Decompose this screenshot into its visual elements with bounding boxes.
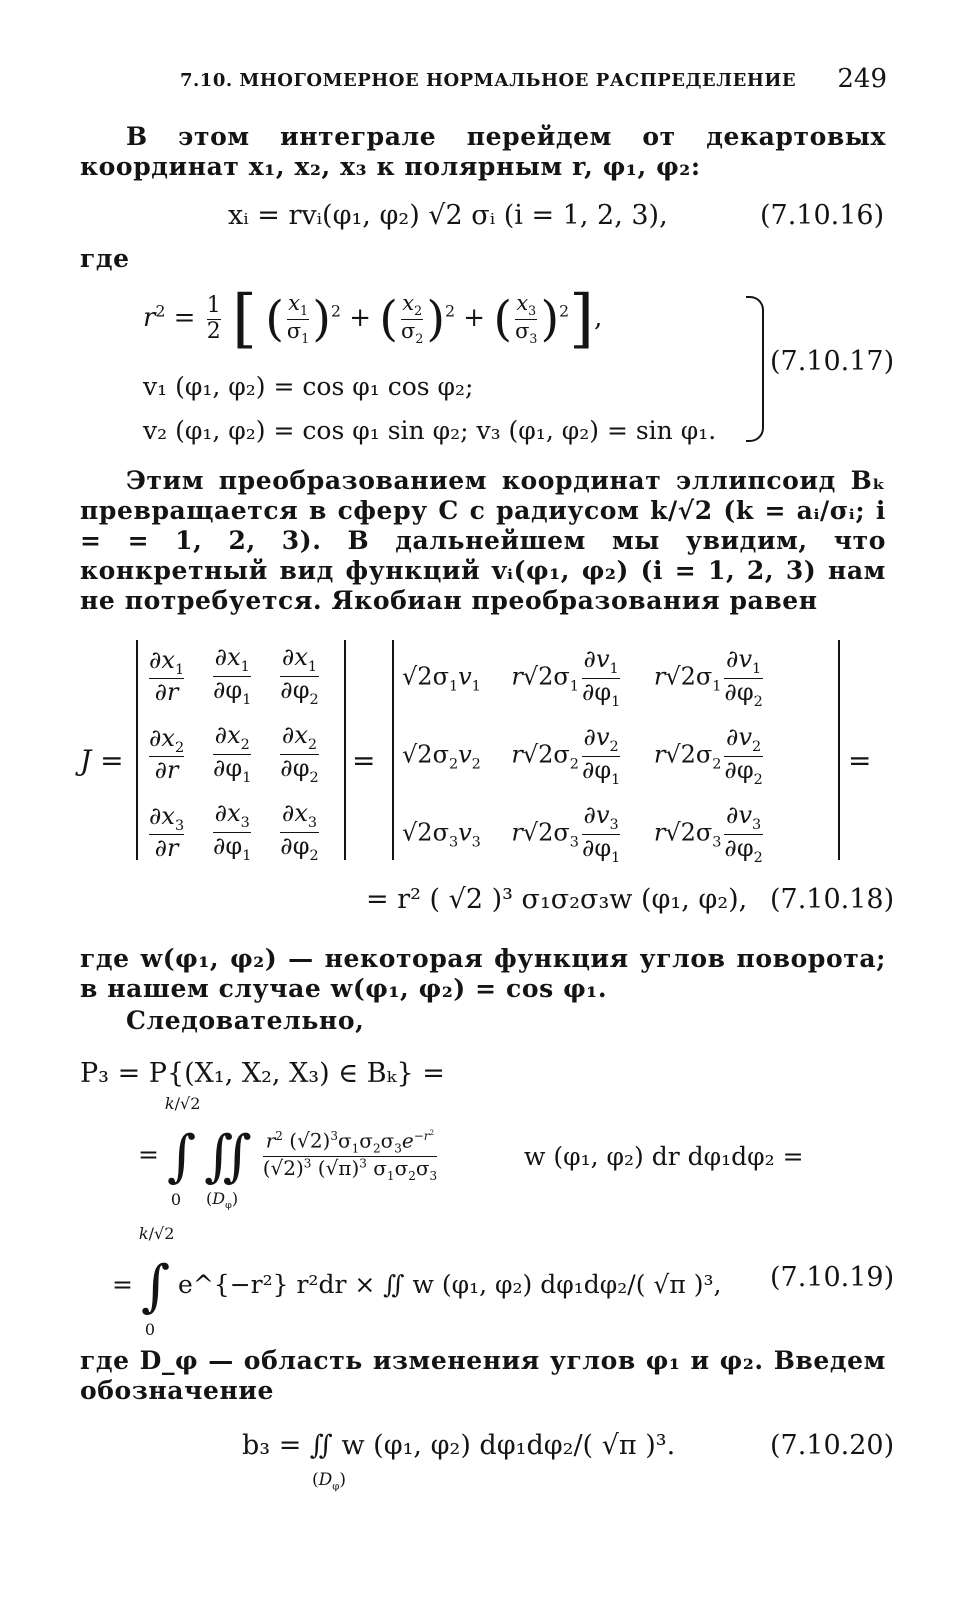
paragraph-rotation: где w(φ₁, φ₂) — некоторая функция углов поворота; в нашем случае w(φ₁, φ₂) = cos φ₁. (80, 944, 886, 1003)
running-title: 7.10. МНОГОМЕРНОЕ НОРМАЛЬНОЕ РАСПРЕДЕЛЕНИЕ (180, 70, 797, 91)
page-number: 249 (837, 64, 887, 94)
jacobian-right-row-3: $√2\sigma_3v_3$ $r√2\sigma_3$ $\frac{\partial v_3}{\partial\varphi_1}$ $r√2\sigma_3$ $\frac{\partial v_3}{\partial\varphi_2}$ (402, 801, 763, 866)
integral-domain-label: $(D_\varphi)$ (312, 1470, 347, 1493)
jacobian-right-row-2: $√2\sigma_2v_2$ $r√2\sigma_2$ $\frac{\partial v_2}{\partial\varphi_1}$ $r√2\sigma_2$ $\frac{\partial v_2}{\partial\varphi_2}$ (402, 723, 763, 788)
paragraph-transform: Этим преобразованием координат эллипсоид Bₖ превращается в сферу C с радиусом k/√2 (k = aᵢ/σᵢ; i = = 1, 2, 3). В дальнейшем мы увидим, что конкретный вид функций vᵢ(φ₁, φ₂) (i = 1, 2, 3) нам не потребуется. Якобиан преобразования равен (80, 466, 886, 615)
equation-p3-separated-body: e^{−r²} r²dr × ∬ w (φ₁, φ₂) dφ₁dφ₂/( √π )³, (178, 1270, 722, 1299)
right-brace (746, 296, 764, 442)
jacobian-left-row-2: $\frac{\partial x_2}{\partial r}$ $\frac{\partial x_2}{\partial\varphi_1}$ $\frac{\partial x_2}{\partial\varphi_2}$ (149, 721, 319, 786)
equation-p3-integral-tail: w (φ₁, φ₂) dr dφ₁dφ₂ = (524, 1142, 804, 1171)
equation-number-16: (7.10.16) (760, 200, 885, 231)
equals-sign-trailing: = (848, 744, 872, 777)
paragraph-intro: В этом интеграле перейдем от декартовых координат x₁, x₂, x₃ к полярным r, φ₁, φ₂: (80, 122, 886, 181)
jacobian-left-row-3: $\frac{\partial x_3}{\partial r}$ $\frac{\partial x_3}{\partial\varphi_1}$ $\frac{\partial x_3}{\partial\varphi_2}$ (149, 799, 319, 864)
equation-b3: b₃ = ∬ w (φ₁, φ₂) dφ₁dφ₂/( √π )³. (242, 1430, 676, 1461)
equation-p3-separated: = k/√2 ∫ 0 e^{−r²} r²dr × ∬ w (φ₁, φ₂) dφ₁dφ₂/( √π )³, (112, 1224, 722, 1339)
jacobian-result: = r² ( √2 )³ σ₁σ₂σ₃w (φ₁, φ₂), (366, 884, 748, 915)
paragraph-domain: где D_φ — область изменения углов φ₁ и φ₂. Введем обозначение (80, 1346, 886, 1405)
word-gde: где (80, 244, 130, 273)
equation-v1: v₁ (φ₁, φ₂) = cos φ₁ cos φ₂; (143, 372, 474, 401)
equation-number-20: (7.10.20) (770, 1430, 895, 1461)
equals-sign: = (352, 744, 376, 777)
equation-p3: P₃ = P{(X₁, X₂, X₃) ∈ Bₖ} = (80, 1058, 445, 1089)
equation-number-19: (7.10.19) (770, 1262, 895, 1293)
paragraph-hence: Следовательно, (126, 1006, 365, 1035)
jacobian-left-row-1: $\frac{\partial x_1}{\partial r}$ $\frac{\partial x_1}{\partial\varphi_1}$ $\frac{\partial x_1}{\partial\varphi_2}$ (149, 643, 319, 708)
equation-7-10-16: xᵢ = rvᵢ(φ₁, φ₂) √2 σᵢ (i = 1, 2, 3), (228, 200, 668, 231)
jacobian-symbol: J = (80, 744, 124, 777)
equation-number-17: (7.10.17) (770, 346, 895, 377)
equation-v2-v3: v₂ (φ₁, φ₂) = cos φ₁ sin φ₂; v₃ (φ₁, φ₂) = sin φ₁. (143, 416, 717, 445)
equation-number-18: (7.10.18) (770, 884, 895, 915)
jacobian-right-row-1: $√2\sigma_1v_1$ $r√2\sigma_1$ $\frac{\partial v_1}{\partial\varphi_1}$ $r√2\sigma_1$ $\frac{\partial v_1}{\partial\varphi_2}$ (402, 645, 763, 710)
equation-p3-integral: = k/√2 ∫ 0 ∬ $(D_\varphi)$ $\frac{r^2 (√2)^3\sigma_1\sigma_2\sigma_3e^{-r^2}}{(√2)^3 (√\pi)^3 \sigma_1\sigma_2\sigma_3}$ (138, 1094, 438, 1211)
equation-r-squared: $r^2$ = $\frac{1}{2}$ [ ( $\frac{x_1}{\sigma_1}$ )$^2$ + ( $\frac{x_2}{\sigma_2}$ )$^2$ + ( $\frac{x_3}{\sigma_3}$ )$^2$], (143, 282, 603, 356)
